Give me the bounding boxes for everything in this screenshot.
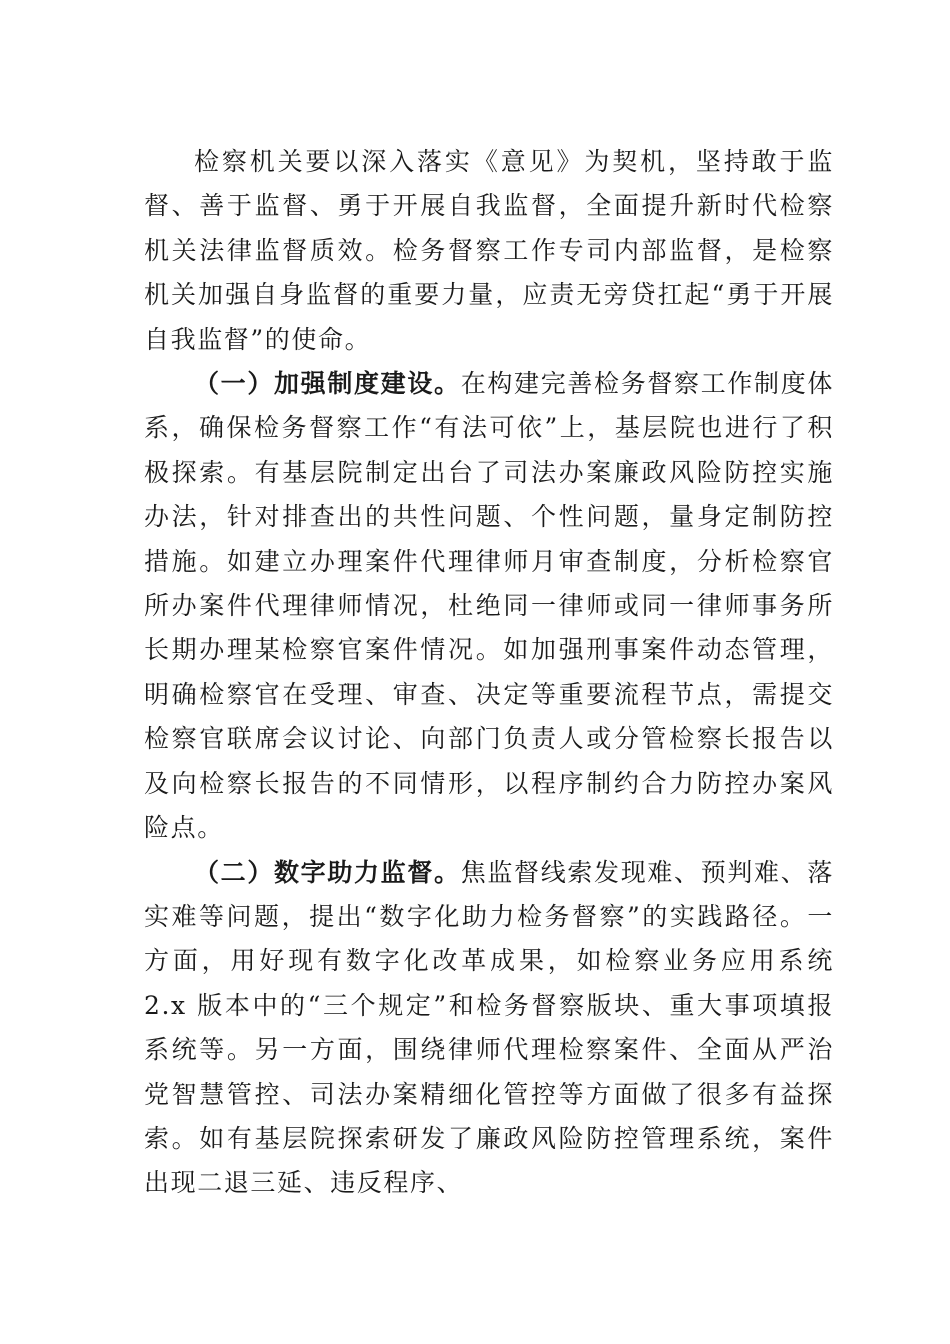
section-1-text: 在构建完善检务督察工作制度体系，确保检务督察工作“有法可依”上，基层院也进行了积极探索。有基层院制定出台了司法办案廉政风险防控实施办法，针对排查出的共性问题、个性问题，量身定制防控措施。如建立办理案件代理律师月审查制度，分析检察官所办案件代理律师情况，杜绝同一律师或同一律师事务所长期办理某检察官案件情况。如加强刑事案件动态管理，明确检察官在受理、审查、决定等重要流程节点，需提交检察官联席会议讨论、向部门负责人或分管检察长报告以及向检察长报告的不同情形，以程序制约合力防控办案风险点。 — [144, 369, 834, 843]
paragraph-intro-text: 检察机关要以深入落实《意见》为契机，坚持敢于监督、善于监督、勇于开展自我监督，全面提升新时代检察机关法律监督质效。检务督察工作专司内部监督，是检察机关加强自身监督的重要力量，应责无旁贷扛起“勇于开展自我监督”的使命。 — [144, 147, 834, 354]
section-2-heading: （二）数字助力监督。 — [194, 857, 461, 887]
section-1-heading: （一）加强制度建设。 — [194, 369, 461, 399]
section-2-text: 焦监督线索发现难、预判难、落实难等问题，提出“数字化助力检务督察”的实践路径。一方面，用好现有数字化改革成果，如检察业务应用系统 2.x 版本中的“三个规定”和检务督察版块、重大事项填报系统等。另一方面，围绕律师代理检察案件、全面从严治党智慧管控、司法办案精细化管控等方面做了很多有益探索。如有基层院探索研发了廉政风险防控管理系统，案件出现二退三延、违反程序、 — [144, 857, 834, 1198]
document-body — [144, 140, 834, 1206]
paragraph-section-1 — [144, 362, 834, 850]
paragraph-section-2 — [144, 851, 834, 1206]
paragraph-intro — [144, 140, 834, 362]
